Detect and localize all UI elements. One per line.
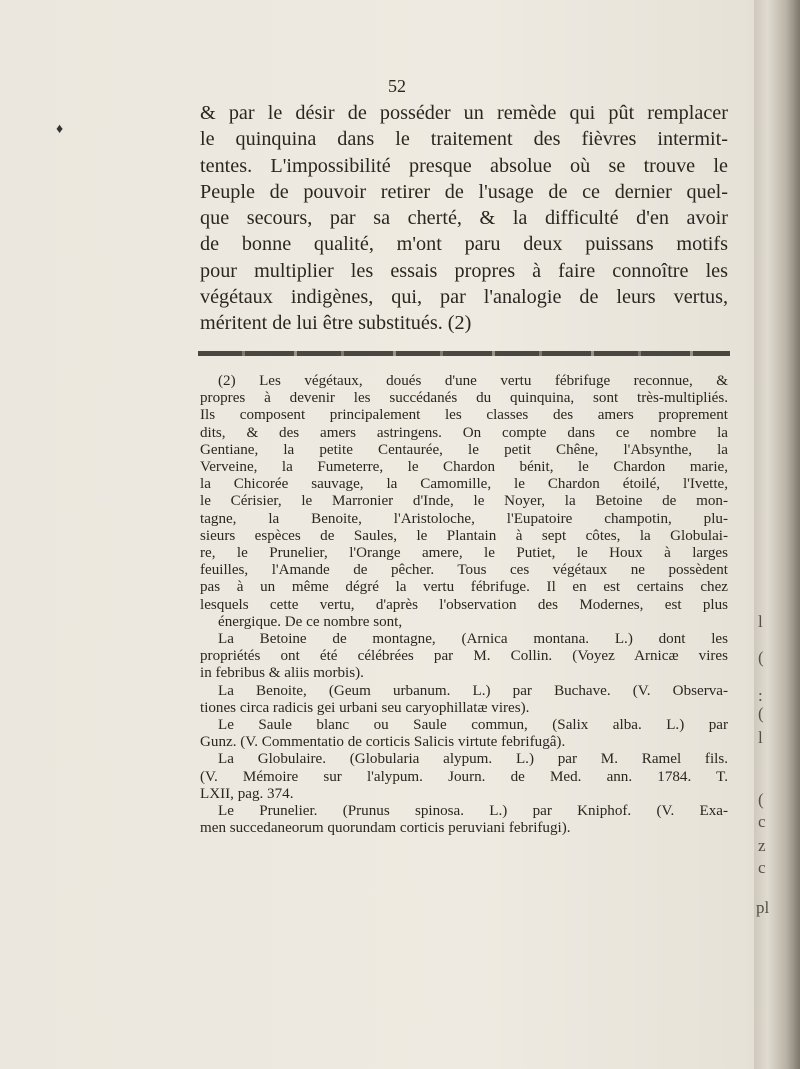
edge-char: (	[758, 648, 764, 667]
edge-char: l	[758, 728, 763, 747]
footnote-line: dits, & des amers astringens. On compte dans ce nombre la	[200, 424, 728, 441]
footnote-line: Gunz. (V. Commentatio de corticis Salicis virtute febrifugâ).	[200, 734, 566, 751]
edge-char: pl	[756, 898, 770, 917]
edge-char: (	[758, 704, 764, 723]
text-line: tentes. L'impossibilité presque absolue où se trouve le	[200, 154, 728, 177]
footnote-line: propres à devenir les succédanés du quinquina, sont très-multipliés.	[200, 390, 728, 407]
footnote-line: La Betoine de montagne, (Arnica montana. L.) dont les	[218, 631, 728, 648]
footnote-line: (V. Mémoire sur l'alypum. Journ. de Med. ann. 1784. T.	[200, 768, 728, 785]
text-line: méritent de lui être substitués. (2)	[200, 312, 472, 335]
text-line: pour multiplier les essais propres à faire connoître les	[200, 259, 728, 282]
footnote-line: la Chicorée sauvage, la Camomille, le Chardon étoilé, l'Ivette,	[200, 476, 728, 493]
footnote-line: La Benoite, (Geum urbanum. L.) par Buchave. (V. Observa-	[218, 682, 728, 699]
edge-char: :	[758, 686, 763, 705]
footnote-line: La Globulaire. (Globularia alypum. L.) par M. Ramel fils.	[218, 751, 728, 768]
text-line: de bonne qualité, m'ont paru deux puissans motifs	[200, 233, 728, 256]
footnote-line: lesquels cette vertu, d'après l'observation des Modernes, est plus	[200, 596, 728, 613]
footnote-line: re, le Prunelier, l'Orange amere, le Putiet, le Houx à larges	[200, 545, 728, 562]
footnote-line: pas à un même dégré la vertu fébrifuge. Il en est certains chez	[200, 579, 728, 596]
footnote	[200, 373, 728, 837]
footnote-line: le Cérisier, le Marronier d'Inde, le Noyer, la Betoine de mon-	[200, 493, 728, 510]
footnote-line: Ils composent principalement les classes des amers proprement	[200, 407, 728, 424]
footnote-line: tagne, la Benoite, l'Aristoloche, l'Eupatoire champotin, plu-	[200, 510, 728, 527]
text-line: que secours, par sa cherté, & la difficulté d'en avoir	[200, 207, 728, 230]
footnote-line: tiones circa radicis gei urbani seu caryophillatæ vires).	[200, 699, 530, 716]
footnote-line: (2) Les végétaux, doués d'une vertu fébrifuge reconnue, &	[218, 373, 728, 389]
footnote-line: Le Saule blanc ou Saule commun, (Salix alba. L.) par	[218, 717, 728, 734]
edge-char: l	[758, 612, 763, 631]
edge-char: c	[758, 812, 766, 831]
footnote-separator-rule	[198, 351, 730, 356]
margin-mark: ♦	[56, 122, 64, 137]
text-line: végétaux indigènes, qui, par l'analogie de leurs vertus,	[200, 286, 728, 309]
page-number: 52	[388, 76, 406, 96]
footnote-line: Le Prunelier. (Prunus spinosa. L.) par Kniphof. (V. Exa-	[218, 803, 728, 820]
footnote-line: Gentiane, la petite Centaurée, le petit Chêne, l'Absynthe, la	[200, 441, 728, 458]
edge-char: (	[758, 790, 764, 809]
text-line: Peuple de pouvoir retirer de l'usage de ce dernier quel-	[200, 180, 728, 203]
footnote-line: in febribus & aliis morbis).	[200, 665, 364, 682]
edge-char: z	[758, 836, 766, 855]
facing-page-edge	[754, 0, 800, 1069]
main-paragraph	[200, 100, 728, 337]
text-line: le quinquina dans le traitement des fièvres intermit-	[200, 128, 728, 151]
text-line: & par le désir de posséder un remède qui pût remplacer	[200, 102, 728, 124]
edge-char: c	[758, 858, 766, 877]
footnote-line: sieurs espèces de Saules, le Plantain à sept côtes, la Globulai-	[200, 527, 728, 544]
footnote-line: Verveine, la Fumeterre, le Chardon bénit, le Chardon marie,	[200, 459, 728, 476]
footnote-line: propriétés ont été célébrées par M. Collin. (Voyez Arnicæ vires	[200, 648, 728, 665]
footnote-line: feuilles, l'Amande de pêcher. Tous ces végétaux ne possèdent	[200, 562, 728, 579]
footnote-line: LXII, pag. 374.	[200, 785, 294, 802]
footnote-line: men succedaneorum quorundam corticis peruviani febrifugi).	[200, 820, 571, 837]
footnote-line: énergique. De ce nombre sont,	[218, 613, 403, 630]
